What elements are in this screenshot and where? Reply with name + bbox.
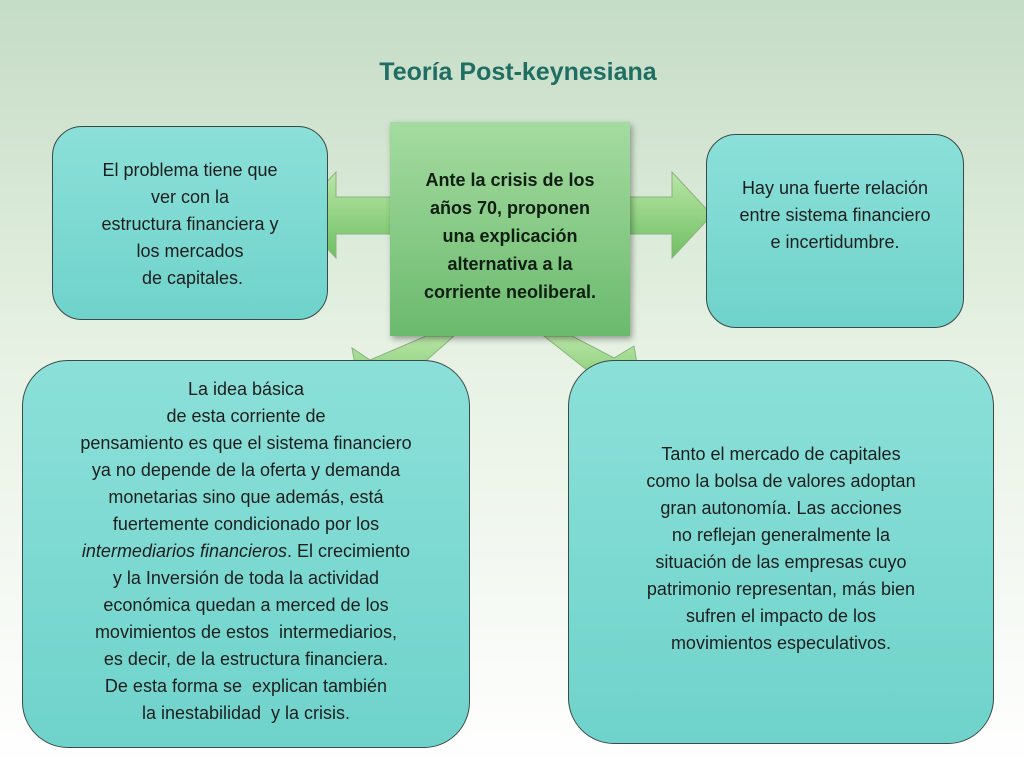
text-line: El problema tiene que xyxy=(102,160,278,180)
text-line: estructura financiera y xyxy=(101,214,279,234)
text-fragment: . El crecimiento xyxy=(287,541,411,561)
text-line: Hay una fuerte relación xyxy=(741,178,929,198)
text-line: La idea básica xyxy=(187,379,305,399)
text-line: de esta corriente de xyxy=(166,406,326,426)
text-line: no reflejan generalmente la xyxy=(671,525,891,545)
text-line: los mercados xyxy=(136,241,244,261)
box-basic-idea xyxy=(22,360,470,748)
text-line: ver con la xyxy=(150,187,230,207)
text-line: de capitales. xyxy=(136,268,244,288)
text-line: movimientos especulativos. xyxy=(670,633,892,653)
italic-term: intermediarios financieros xyxy=(81,541,288,561)
text-line: fuertemente condicionado por los xyxy=(112,514,380,534)
text-line: e incertidumbre. xyxy=(770,232,900,252)
text-line: la inestabilidad y la crisis. xyxy=(141,703,351,723)
text-line: corriente neoliberal. xyxy=(423,282,597,302)
box-problem-financial-structure xyxy=(52,126,328,320)
text-line: años 70, proponen xyxy=(429,198,591,218)
text-line: pensamiento es que el sistema financiero xyxy=(80,433,412,453)
box-market-autonomy xyxy=(568,360,994,744)
text-line: económica quedan a merced de los xyxy=(103,595,389,615)
text-line: sufren el impacto de los xyxy=(685,606,877,626)
text-line: una explicación xyxy=(442,226,578,246)
text-line: patrimonio representan, más bien xyxy=(646,579,916,599)
text-line: Tanto el mercado de capitales xyxy=(661,444,901,464)
page-title: Teoría Post-keynesiana xyxy=(379,58,657,86)
text-line: Ante la crisis de los xyxy=(425,170,595,190)
text-line: ya no depende de la oferta y demanda xyxy=(91,460,401,480)
text-line: y la Inversión de toda la actividad xyxy=(112,568,380,588)
text-line: es decir, de la estructura financiera. xyxy=(103,649,389,669)
central-idea-box xyxy=(390,122,630,336)
text-line: situación de las empresas cuyo xyxy=(655,552,907,572)
box-financial-uncertainty xyxy=(706,134,964,328)
text-line: como la bolsa de valores adoptan xyxy=(646,471,916,491)
text-line: gran autonomía. Las acciones xyxy=(660,498,902,518)
text-line: alternativa a la xyxy=(447,254,573,274)
text-line: entre sistema financiero xyxy=(739,205,931,225)
text-line: monetarias sino que además, está xyxy=(108,487,384,507)
text-line: movimientos de estos intermediarios, xyxy=(94,622,398,642)
arrow-right xyxy=(628,172,712,258)
text-line-mixed xyxy=(82,538,410,565)
text-line: De esta forma se explican también xyxy=(104,676,388,696)
